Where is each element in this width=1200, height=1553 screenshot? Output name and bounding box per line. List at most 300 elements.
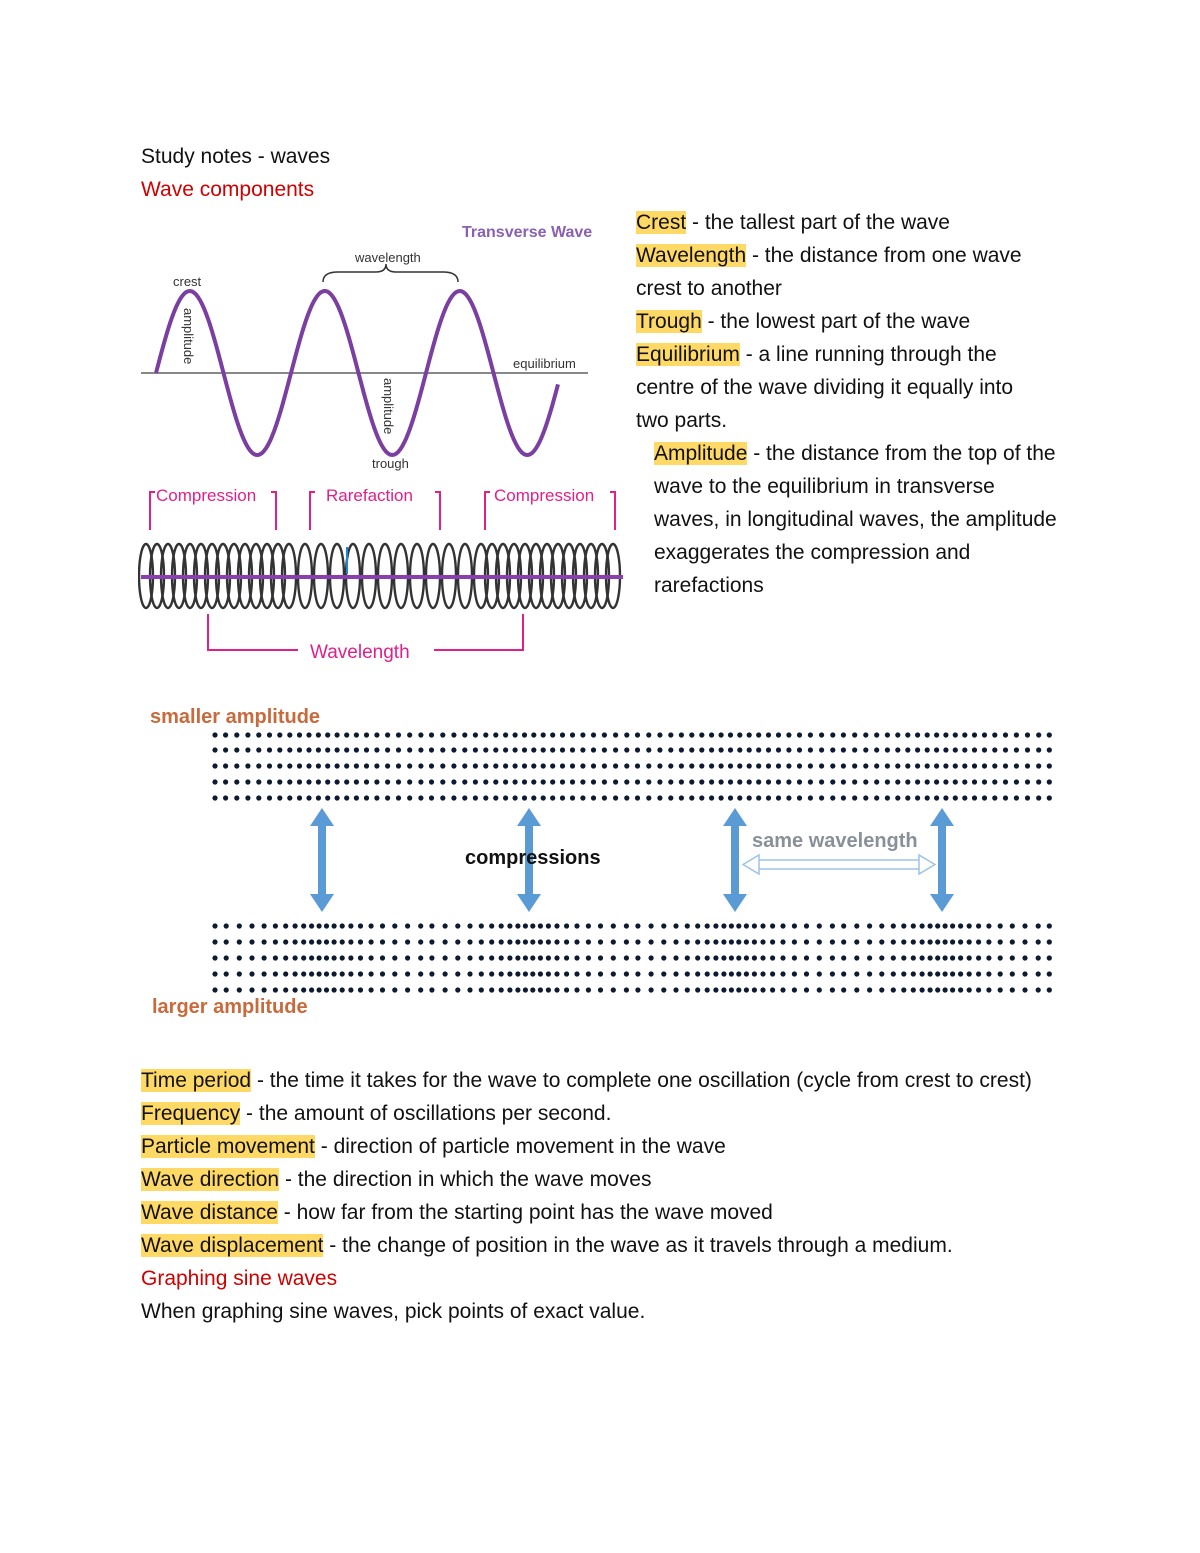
particle-dot bbox=[317, 987, 322, 992]
particle-dot bbox=[451, 779, 456, 784]
particle-dot bbox=[541, 795, 546, 800]
particle-dot bbox=[489, 923, 494, 928]
particle-dot bbox=[348, 939, 353, 944]
particle-dot bbox=[986, 971, 991, 976]
particle-dot bbox=[962, 779, 967, 784]
particle-dot bbox=[245, 779, 250, 784]
particle-dot bbox=[673, 955, 678, 960]
particle-dot bbox=[719, 747, 724, 752]
particle-dot bbox=[407, 779, 412, 784]
particle-dot bbox=[385, 795, 390, 800]
long-wavelength-bracket-left bbox=[208, 614, 298, 650]
particle-dot bbox=[728, 732, 733, 737]
particle-dot bbox=[737, 732, 742, 737]
particle-dot bbox=[1025, 795, 1030, 800]
particle-dot bbox=[392, 939, 397, 944]
particle-dot bbox=[925, 795, 930, 800]
particle-dot bbox=[344, 732, 349, 737]
particle-dot bbox=[348, 987, 353, 992]
particle-dot bbox=[967, 971, 972, 976]
particle-dot bbox=[635, 779, 640, 784]
particle-dot bbox=[564, 923, 569, 928]
particle-dot bbox=[928, 923, 933, 928]
term-wave-distance: Wave distance bbox=[141, 1201, 278, 1224]
particle-dot bbox=[1047, 923, 1052, 928]
particle-dot bbox=[513, 747, 518, 752]
particle-dot bbox=[766, 763, 771, 768]
particle-dot bbox=[649, 971, 654, 976]
particle-dot bbox=[737, 795, 742, 800]
particle-dot bbox=[744, 971, 749, 976]
particle-dot bbox=[905, 795, 910, 800]
particle-dot bbox=[830, 939, 835, 944]
particle-dot bbox=[986, 923, 991, 928]
particle-dot bbox=[374, 779, 379, 784]
particle-dot bbox=[591, 763, 596, 768]
particle-dot bbox=[473, 747, 478, 752]
particle-dot bbox=[950, 923, 955, 928]
particle-dot bbox=[854, 955, 859, 960]
particle-dot bbox=[396, 763, 401, 768]
particle-dot bbox=[901, 971, 906, 976]
particle-dot bbox=[493, 795, 498, 800]
particle-dot bbox=[705, 923, 710, 928]
particle-dot bbox=[455, 939, 460, 944]
particle-dot bbox=[369, 939, 374, 944]
particle-dot bbox=[972, 795, 977, 800]
particle-dot bbox=[316, 732, 321, 737]
particle-dot bbox=[344, 779, 349, 784]
particle-dot bbox=[661, 955, 666, 960]
compression-right-label: Compression bbox=[494, 486, 595, 505]
definition-equilibrium bbox=[636, 338, 1046, 437]
particle-dot bbox=[418, 732, 423, 737]
particle-dot bbox=[624, 779, 629, 784]
particle-dot bbox=[364, 747, 369, 752]
particle-dot bbox=[348, 955, 353, 960]
particle-dot bbox=[646, 763, 651, 768]
definitions-list bbox=[636, 206, 1066, 602]
particle-dot bbox=[332, 987, 337, 992]
particle-dot bbox=[830, 795, 835, 800]
particle-dot bbox=[728, 763, 733, 768]
particle-dot bbox=[586, 971, 591, 976]
particle-dot bbox=[635, 795, 640, 800]
particle-dot bbox=[863, 763, 868, 768]
particle-dot bbox=[709, 779, 714, 784]
particle-dot bbox=[574, 987, 579, 992]
particle-dot bbox=[385, 732, 390, 737]
particle-dot bbox=[467, 939, 472, 944]
particle-dot bbox=[473, 732, 478, 737]
definition-amplitude-text: - the distance from the top of the wave to the equilibrium in transverse waves, in longitudinal waves, the amplitude exaggerates the compression and rarefactions bbox=[654, 442, 1057, 597]
particle-dot bbox=[649, 955, 654, 960]
particle-dot bbox=[550, 795, 555, 800]
particle-dot bbox=[1010, 971, 1015, 976]
particle-dot bbox=[418, 747, 423, 752]
particle-dot bbox=[237, 939, 242, 944]
particle-dot bbox=[792, 923, 797, 928]
particle-dot bbox=[479, 923, 484, 928]
particle-dot bbox=[309, 955, 314, 960]
particle-dot bbox=[364, 763, 369, 768]
particle-dot bbox=[935, 923, 940, 928]
particle-dot bbox=[574, 955, 579, 960]
particle-dot bbox=[699, 763, 704, 768]
particle-dot bbox=[695, 987, 700, 992]
particle-dot bbox=[760, 923, 765, 928]
particle-dot bbox=[624, 923, 629, 928]
particle-dot bbox=[624, 795, 629, 800]
particle-dot bbox=[786, 795, 791, 800]
particle-dot bbox=[1010, 923, 1015, 928]
particle-dot bbox=[602, 779, 607, 784]
particle-dot bbox=[1022, 939, 1027, 944]
particle-dot bbox=[728, 779, 733, 784]
particle-dot bbox=[729, 939, 734, 944]
particle-dot bbox=[719, 779, 724, 784]
particle-dot bbox=[273, 923, 278, 928]
particle-dot bbox=[841, 795, 846, 800]
particle-dot bbox=[992, 747, 997, 752]
particle-dot bbox=[808, 763, 813, 768]
particle-dot bbox=[234, 747, 239, 752]
particle-dot bbox=[721, 923, 726, 928]
particle-dot bbox=[546, 955, 551, 960]
particle-dot bbox=[574, 939, 579, 944]
compression-arrow-1 bbox=[310, 808, 334, 912]
particle-dot bbox=[249, 939, 254, 944]
particle-dot bbox=[760, 971, 765, 976]
particle-dot bbox=[332, 939, 337, 944]
particle-dot bbox=[729, 923, 734, 928]
particle-dot bbox=[237, 923, 242, 928]
particle-dot bbox=[958, 987, 963, 992]
particle-dot bbox=[385, 747, 390, 752]
particle-dot bbox=[309, 939, 314, 944]
particle-dot bbox=[646, 747, 651, 752]
particle-dot bbox=[635, 763, 640, 768]
particle-dot bbox=[574, 971, 579, 976]
particle-dot bbox=[646, 795, 651, 800]
particle-dot bbox=[830, 763, 835, 768]
particle-dot bbox=[223, 763, 228, 768]
particle-dot bbox=[624, 987, 629, 992]
particle-dot bbox=[657, 795, 662, 800]
particle-dot bbox=[598, 955, 603, 960]
particle-dot bbox=[953, 795, 958, 800]
small-amplitude-particles bbox=[212, 732, 1052, 800]
particle-dot bbox=[830, 747, 835, 752]
particle-dot bbox=[335, 747, 340, 752]
particle-dot bbox=[760, 939, 765, 944]
particle-dot bbox=[776, 779, 781, 784]
amplitude-left-label: amplitude bbox=[181, 308, 196, 365]
particle-dot bbox=[792, 971, 797, 976]
particle-dot bbox=[786, 747, 791, 752]
particle-dot bbox=[570, 763, 575, 768]
particle-dot bbox=[405, 955, 410, 960]
particle-dot bbox=[451, 732, 456, 737]
particle-dot bbox=[392, 923, 397, 928]
particle-dot bbox=[267, 795, 272, 800]
particle-dot bbox=[911, 987, 916, 992]
definition-wavelength-text: - the distance from one wave crest to another bbox=[636, 244, 1022, 300]
particle-dot bbox=[998, 923, 1003, 928]
particle-dot bbox=[335, 763, 340, 768]
particle-dot bbox=[719, 732, 724, 737]
particle-dot bbox=[649, 923, 654, 928]
particle-dot bbox=[483, 747, 488, 752]
particle-dot bbox=[380, 939, 385, 944]
particle-dot bbox=[728, 747, 733, 752]
particle-dot bbox=[786, 732, 791, 737]
particle-dot bbox=[934, 763, 939, 768]
particle-dot bbox=[705, 987, 710, 992]
particle-dot bbox=[891, 955, 896, 960]
particle-dot bbox=[1014, 779, 1019, 784]
particle-dot bbox=[819, 747, 824, 752]
term-particle-movement: Particle movement bbox=[141, 1135, 315, 1158]
particle-dot bbox=[531, 779, 536, 784]
particle-dot bbox=[335, 795, 340, 800]
particle-dot bbox=[522, 779, 527, 784]
particle-dot bbox=[598, 939, 603, 944]
particle-dot bbox=[689, 732, 694, 737]
particle-dot bbox=[920, 987, 925, 992]
particle-dot bbox=[293, 987, 298, 992]
particle-dot bbox=[493, 732, 498, 737]
particle-dot bbox=[267, 763, 272, 768]
particle-dot bbox=[223, 795, 228, 800]
particle-dot bbox=[819, 795, 824, 800]
particle-dot bbox=[760, 955, 765, 960]
particle-dot bbox=[451, 747, 456, 752]
particle-dot bbox=[901, 955, 906, 960]
particle-dot bbox=[786, 779, 791, 784]
particle-dot bbox=[396, 795, 401, 800]
particle-dot bbox=[530, 955, 535, 960]
particle-dot bbox=[673, 987, 678, 992]
particle-dot bbox=[972, 747, 977, 752]
particle-dot bbox=[695, 923, 700, 928]
particle-dot bbox=[358, 955, 363, 960]
wavelength-label: wavelength bbox=[355, 250, 421, 265]
particle-dot bbox=[804, 939, 809, 944]
particle-dot bbox=[324, 971, 329, 976]
particle-dot bbox=[874, 795, 879, 800]
particle-dot bbox=[611, 939, 616, 944]
particle-dot bbox=[982, 795, 987, 800]
particle-dot bbox=[550, 763, 555, 768]
particle-dot bbox=[1010, 939, 1015, 944]
particle-dot bbox=[982, 779, 987, 784]
term-frequency-text: - the amount of oscillations per second. bbox=[240, 1102, 612, 1125]
particle-dot bbox=[668, 747, 673, 752]
particle-dot bbox=[591, 779, 596, 784]
particle-dot bbox=[440, 795, 445, 800]
particle-dot bbox=[493, 747, 498, 752]
particle-dot bbox=[598, 971, 603, 976]
particle-dot bbox=[1036, 971, 1041, 976]
particle-dot bbox=[1025, 763, 1030, 768]
particle-dot bbox=[962, 795, 967, 800]
particle-dot bbox=[998, 987, 1003, 992]
particle-dot bbox=[719, 795, 724, 800]
particle-dot bbox=[891, 939, 896, 944]
particle-dot bbox=[344, 795, 349, 800]
particle-dot bbox=[721, 987, 726, 992]
term-time-period-text: - the time it takes for the wave to complete one oscillation (cycle from crest to crest) bbox=[251, 1069, 1032, 1092]
particle-dot bbox=[1014, 747, 1019, 752]
particle-dot bbox=[950, 987, 955, 992]
particle-dot bbox=[522, 763, 527, 768]
particle-dot bbox=[885, 747, 890, 752]
particle-dot bbox=[867, 987, 872, 992]
particle-dot bbox=[752, 923, 757, 928]
particle-dot bbox=[523, 987, 528, 992]
particle-dot bbox=[613, 763, 618, 768]
particle-dot bbox=[624, 732, 629, 737]
particle-dot bbox=[570, 747, 575, 752]
particle-dot bbox=[287, 795, 292, 800]
particle-dot bbox=[541, 763, 546, 768]
particle-dot bbox=[854, 939, 859, 944]
particle-dot bbox=[841, 763, 846, 768]
particle-dot bbox=[943, 795, 948, 800]
particle-dot bbox=[668, 779, 673, 784]
particle-dot bbox=[1047, 939, 1052, 944]
particle-dot bbox=[953, 732, 958, 737]
particle-dot bbox=[797, 732, 802, 737]
particle-dot bbox=[1036, 795, 1041, 800]
particle-dot bbox=[407, 732, 412, 737]
particle-dot bbox=[744, 939, 749, 944]
particle-dot bbox=[976, 955, 981, 960]
particle-dot bbox=[808, 795, 813, 800]
particle-dot bbox=[635, 939, 640, 944]
term-frequency-line bbox=[141, 1097, 1041, 1130]
particle-dot bbox=[841, 971, 846, 976]
term-wave-direction: Wave direction bbox=[141, 1168, 280, 1191]
particle-dot bbox=[507, 987, 512, 992]
particle-dot bbox=[657, 779, 662, 784]
particle-dot bbox=[317, 971, 322, 976]
particle-dot bbox=[728, 795, 733, 800]
particle-dot bbox=[747, 747, 752, 752]
particle-dot bbox=[237, 955, 242, 960]
particle-dot bbox=[348, 971, 353, 976]
particle-dot bbox=[830, 732, 835, 737]
particle-dot bbox=[396, 747, 401, 752]
particle-dot bbox=[879, 939, 884, 944]
particle-dot bbox=[467, 955, 472, 960]
particle-dot bbox=[962, 732, 967, 737]
particle-dot bbox=[212, 923, 217, 928]
particle-dot bbox=[901, 939, 906, 944]
particle-dot bbox=[976, 971, 981, 976]
particle-dot bbox=[744, 987, 749, 992]
particle-dot bbox=[668, 732, 673, 737]
particle-dot bbox=[879, 971, 884, 976]
particle-dot bbox=[531, 763, 536, 768]
particle-dot bbox=[819, 763, 824, 768]
particle-dot bbox=[668, 763, 673, 768]
particle-dot bbox=[418, 955, 423, 960]
particle-dot bbox=[392, 987, 397, 992]
particle-dot bbox=[925, 747, 930, 752]
particle-dot bbox=[418, 763, 423, 768]
particle-dot bbox=[804, 955, 809, 960]
particle-dot bbox=[756, 747, 761, 752]
particle-dot bbox=[369, 971, 374, 976]
particle-dot bbox=[374, 732, 379, 737]
particle-dot bbox=[467, 987, 472, 992]
particle-dot bbox=[786, 763, 791, 768]
term-frequency: Frequency bbox=[141, 1102, 241, 1125]
particle-dot bbox=[369, 987, 374, 992]
particle-dot bbox=[699, 779, 704, 784]
particle-dot bbox=[920, 939, 925, 944]
particle-dot bbox=[473, 779, 478, 784]
particle-dot bbox=[212, 747, 217, 752]
particle-dot bbox=[1003, 732, 1008, 737]
particle-dot bbox=[685, 955, 690, 960]
particle-dot bbox=[1025, 747, 1030, 752]
particle-dot bbox=[972, 779, 977, 784]
particle-dot bbox=[499, 955, 504, 960]
particle-dot bbox=[560, 795, 565, 800]
particle-dot bbox=[262, 971, 267, 976]
particle-dot bbox=[950, 939, 955, 944]
particle-dot bbox=[1036, 732, 1041, 737]
particle-dot bbox=[830, 971, 835, 976]
particle-dot bbox=[554, 987, 559, 992]
particle-dot bbox=[440, 779, 445, 784]
compression-left-label: Compression bbox=[156, 486, 257, 505]
particle-dot bbox=[797, 747, 802, 752]
particle-dot bbox=[705, 955, 710, 960]
particle-dot bbox=[245, 732, 250, 737]
definition-trough-text: - the lowest part of the wave bbox=[701, 310, 971, 333]
particle-dot bbox=[293, 955, 298, 960]
particle-dot bbox=[354, 763, 359, 768]
particle-dot bbox=[819, 779, 824, 784]
particle-dot bbox=[770, 971, 775, 976]
particle-dot bbox=[943, 763, 948, 768]
particle-dot bbox=[429, 779, 434, 784]
particle-dot bbox=[335, 732, 340, 737]
particle-dot bbox=[713, 987, 718, 992]
particle-dot bbox=[325, 732, 330, 737]
particle-dot bbox=[780, 971, 785, 976]
particle-dot bbox=[554, 971, 559, 976]
particle-dot bbox=[943, 971, 948, 976]
particle-dot bbox=[756, 763, 761, 768]
particle-dot bbox=[752, 955, 757, 960]
particle-dot bbox=[770, 987, 775, 992]
particle-dot bbox=[699, 795, 704, 800]
particle-dot bbox=[780, 923, 785, 928]
particle-dot bbox=[283, 955, 288, 960]
particle-dot bbox=[1022, 987, 1027, 992]
particle-dot bbox=[455, 955, 460, 960]
particle-dot bbox=[982, 747, 987, 752]
term-time-period-line bbox=[141, 1064, 1041, 1097]
particle-dot bbox=[479, 955, 484, 960]
particle-dot bbox=[611, 987, 616, 992]
particle-dot bbox=[780, 987, 785, 992]
